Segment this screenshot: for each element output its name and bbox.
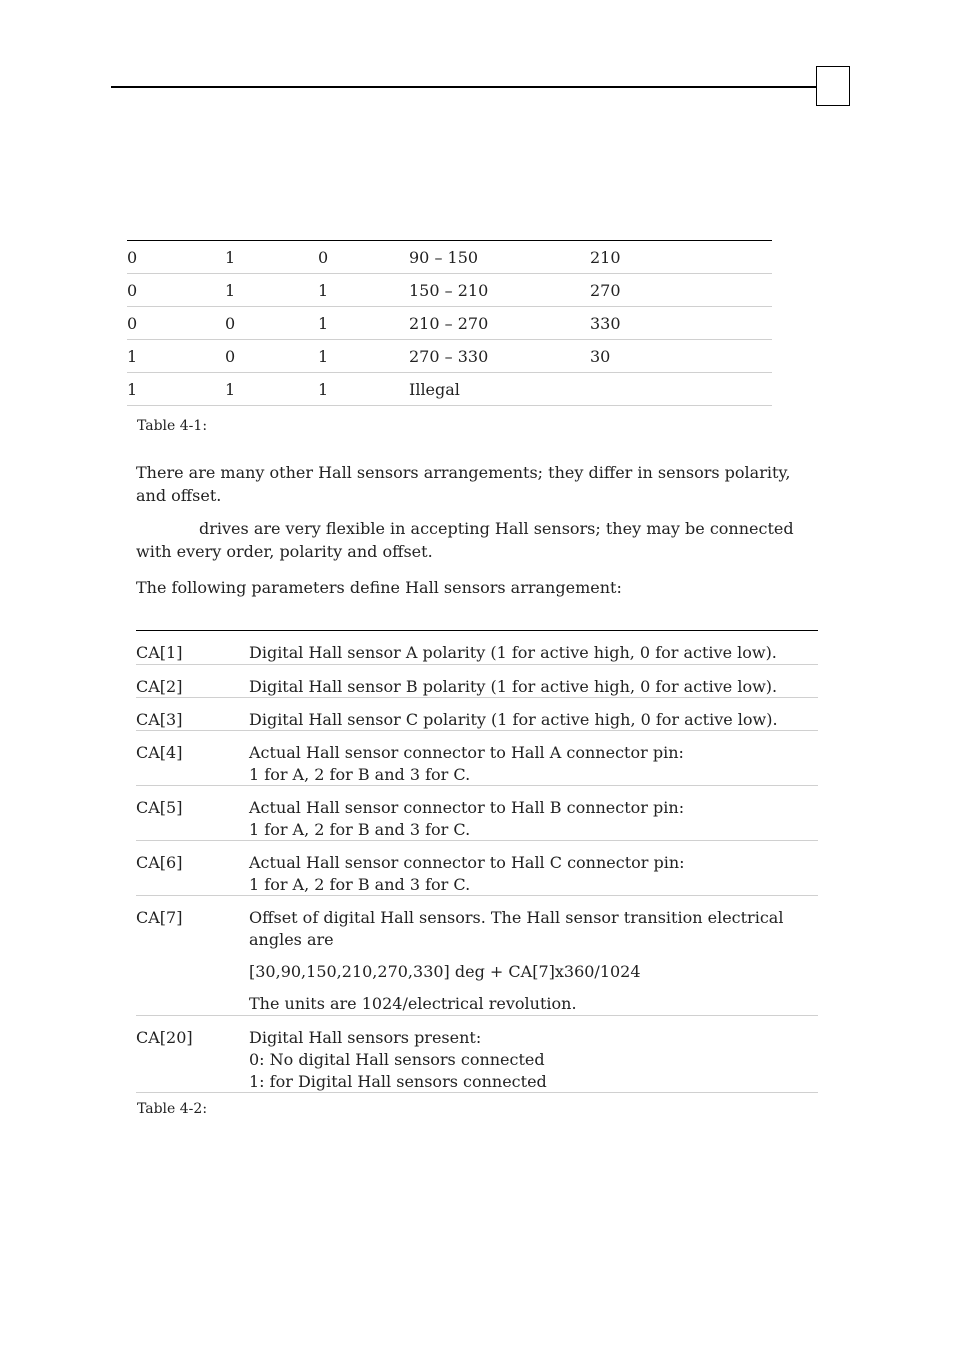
table-cell: 1 — [225, 248, 236, 267]
parameter-name: CA[2] — [136, 677, 183, 696]
parameter-description — [249, 631, 818, 664]
description-line: Digital Hall sensor A polarity (1 for active high, 0 for active low). — [249, 643, 777, 662]
table-cell: 270 – 330 — [409, 347, 489, 366]
hall-states-table — [127, 240, 772, 406]
parameter-name: CA[1] — [136, 643, 183, 662]
table-cell: Illegal — [409, 380, 460, 399]
page-number-box — [816, 66, 850, 106]
parameter-description — [249, 698, 818, 730]
table-row — [136, 896, 818, 1016]
description-line: 1 for A, 2 for B and 3 for C. — [249, 765, 471, 784]
paragraph: drives are very flexible in accepting Hall sensors; they may be connected with every order, polarity and offset. — [136, 519, 794, 561]
table-cell: 1 — [127, 380, 138, 399]
parameter-description — [249, 665, 818, 697]
parameter-name: CA[3] — [136, 710, 183, 729]
paragraph: The following parameters define Hall sensors arrangement: — [136, 578, 622, 597]
paragraph: There are many other Hall sensors arrangements; they differ in sensors polarity, and offset. — [136, 463, 791, 505]
table-cell: 210 – 270 — [409, 314, 489, 333]
description-line: Actual Hall sensor connector to Hall C connector pin: — [249, 853, 685, 872]
table-cell: 1 — [127, 347, 138, 366]
table-cell: 0 — [127, 281, 138, 300]
description-line: The units are 1024/electrical revolution. — [249, 994, 577, 1013]
table-cell: 1 — [318, 380, 329, 399]
parameter-name: CA[7] — [136, 908, 183, 927]
parameter-description — [249, 1016, 818, 1092]
table-row — [127, 241, 772, 274]
description-line: Offset of digital Hall sensors. The Hall sensor transition electrical angles are — [249, 908, 784, 949]
table-cell: 0 — [127, 248, 138, 267]
table-cell: 1 — [225, 281, 236, 300]
parameter-description — [249, 731, 818, 785]
table-cell: 1 — [225, 380, 236, 399]
description-line: 1 for A, 2 for B and 3 for C. — [249, 820, 471, 839]
table-row — [136, 731, 818, 786]
description-line: Actual Hall sensor connector to Hall A connector pin: — [249, 743, 684, 762]
table-row — [127, 274, 772, 307]
description-line: [30,90,150,210,270,330] deg + CA[7]x360/1024 — [249, 962, 641, 981]
table-caption: Table 4-2: — [137, 1101, 208, 1117]
table-cell: 30 — [590, 347, 611, 366]
parameter-description — [249, 841, 818, 895]
parameter-description — [249, 786, 818, 840]
table-cell: 330 — [590, 314, 621, 333]
description-line: Digital Hall sensors present: — [249, 1028, 482, 1047]
table-cell: 270 — [590, 281, 621, 300]
hall-parameters-table — [136, 630, 818, 1093]
parameter-name: CA[4] — [136, 743, 183, 762]
table-row — [127, 340, 772, 373]
description-line: 1: for Digital Hall sensors connected — [249, 1072, 547, 1091]
table-row — [136, 665, 818, 698]
parameter-name: CA[6] — [136, 853, 183, 872]
table-cell: 90 – 150 — [409, 248, 479, 267]
table-row — [127, 373, 772, 406]
table-row — [127, 307, 772, 340]
parameter-name: CA[5] — [136, 798, 183, 817]
table-row — [136, 841, 818, 896]
description-line: Actual Hall sensor connector to Hall B connector pin: — [249, 798, 685, 817]
table-cell: 1 — [318, 281, 329, 300]
description-line: 1 for A, 2 for B and 3 for C. — [249, 875, 471, 894]
parameter-description — [249, 896, 818, 1015]
table-cell: 1 — [318, 314, 329, 333]
table-cell: 150 – 210 — [409, 281, 489, 300]
description-line: Digital Hall sensor C polarity (1 for active high, 0 for active low). — [249, 710, 778, 729]
table-row — [136, 698, 818, 731]
description-line: 0: No digital Hall sensors connected — [249, 1050, 545, 1069]
description-line: Digital Hall sensor B polarity (1 for active high, 0 for active low). — [249, 677, 778, 696]
table-cell: 0 — [127, 314, 138, 333]
table-row — [136, 1016, 818, 1093]
table-cell — [590, 388, 760, 390]
table-cell: 0 — [225, 347, 236, 366]
table-row — [136, 786, 818, 841]
table-cell: 0 — [225, 314, 236, 333]
table-row — [136, 631, 818, 665]
table-cell: 210 — [590, 248, 621, 267]
table-caption: Table 4-1: — [137, 418, 208, 434]
table-cell: 0 — [318, 248, 329, 267]
header-rule — [111, 86, 817, 88]
parameter-name: CA[20] — [136, 1028, 193, 1047]
table-cell: 1 — [318, 347, 329, 366]
